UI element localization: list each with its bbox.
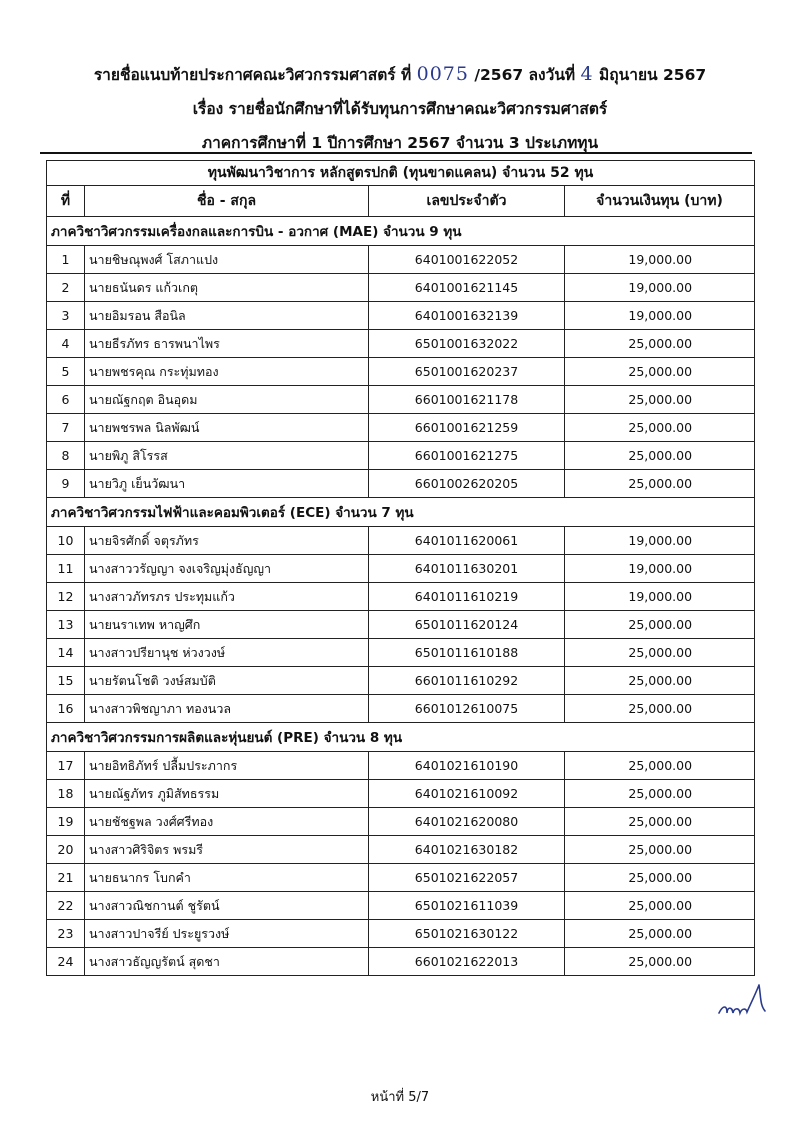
- student-name: นายพิภู สิโรรส: [85, 442, 369, 470]
- scholarship-amount: 19,000.00: [565, 302, 755, 330]
- student-id: 6401021610190: [369, 752, 565, 780]
- row-number: 13: [47, 611, 85, 639]
- table-row: [47, 836, 755, 864]
- page-number: หน้าที่ 5/7: [370, 1090, 430, 1105]
- scholarship-amount: 25,000.00: [565, 864, 755, 892]
- row-number: 16: [47, 695, 85, 723]
- header-line-1-suffix: มิถุนายน 2567: [593, 66, 707, 84]
- student-name: นายรัตนโชติ วงษ์สมบัติ: [85, 667, 369, 695]
- student-id: 6401021630182: [369, 836, 565, 864]
- scholarship-amount: 25,000.00: [565, 611, 755, 639]
- student-name: นางสาวณิชกานต์ ชูรัตน์: [85, 892, 369, 920]
- student-name: นางสาวพิชญาภา ทองนวล: [85, 695, 369, 723]
- student-name: นายธนันดร แก้วเกตุ: [85, 274, 369, 302]
- scholarship-table-body: [47, 161, 755, 976]
- department-row: [47, 217, 755, 246]
- row-number: 10: [47, 527, 85, 555]
- column-header-amount: จำนวนเงินทุน (บาท): [565, 186, 755, 217]
- row-number: 14: [47, 639, 85, 667]
- table-row: [47, 695, 755, 723]
- student-id: 6601001621178: [369, 386, 565, 414]
- table-row: [47, 808, 755, 836]
- student-id: 6501011620124: [369, 611, 565, 639]
- student-name: นางสาวภัทรภร ประทุมแก้ว: [85, 583, 369, 611]
- scholarship-amount: 25,000.00: [565, 414, 755, 442]
- handwritten-initials-signature: [715, 975, 775, 1025]
- row-number: 8: [47, 442, 85, 470]
- student-id: 6401001622052: [369, 246, 565, 274]
- row-number: 2: [47, 274, 85, 302]
- student-id: 6501001632022: [369, 330, 565, 358]
- header-term: ภาคการศึกษาที่ 1 ปีการศึกษา 2567 จำนวน 3 ประเภททุน: [201, 134, 599, 152]
- student-id: 6501011610188: [369, 639, 565, 667]
- row-number: 4: [47, 330, 85, 358]
- scholarship-amount: 25,000.00: [565, 667, 755, 695]
- student-name: นายนราเทพ หาญศึก: [85, 611, 369, 639]
- student-name: นายพชรพล นิลพัฒน์: [85, 414, 369, 442]
- student-id: 6601021622013: [369, 948, 565, 976]
- row-number: 23: [47, 920, 85, 948]
- table-row: [47, 274, 755, 302]
- header-subject: เรื่อง รายชื่อนักศึกษาที่ได้รับทุนการศึกษาคณะวิศวกรรมศาสตร์: [192, 100, 608, 118]
- table-row: [47, 864, 755, 892]
- table-row: [47, 583, 755, 611]
- row-number: 18: [47, 780, 85, 808]
- student-name: นายอิมรอน สือนิล: [85, 302, 369, 330]
- table-row: [47, 358, 755, 386]
- table-row: [47, 527, 755, 555]
- student-id: 6601002620205: [369, 470, 565, 498]
- table-row: [47, 386, 755, 414]
- row-number: 24: [47, 948, 85, 976]
- handwritten-day: 4: [580, 63, 594, 85]
- row-number: 20: [47, 836, 85, 864]
- row-number: 22: [47, 892, 85, 920]
- row-number: 11: [47, 555, 85, 583]
- student-name: นางสาวปาจรีย์ ประยูรวงษ์: [85, 920, 369, 948]
- scholarship-amount: 25,000.00: [565, 442, 755, 470]
- scholarship-amount: 25,000.00: [565, 836, 755, 864]
- column-header-student-id: เลขประจำตัว: [369, 186, 565, 217]
- table-row: [47, 752, 755, 780]
- student-id: 6401021610092: [369, 780, 565, 808]
- student-id: 6601001621259: [369, 414, 565, 442]
- scholarship-amount: 25,000.00: [565, 948, 755, 976]
- table-row: [47, 555, 755, 583]
- student-id: 6401011630201: [369, 555, 565, 583]
- scholarship-amount: 25,000.00: [565, 330, 755, 358]
- student-id: 6501021630122: [369, 920, 565, 948]
- column-header-name: ชื่อ - สกุล: [85, 186, 369, 217]
- student-id: 6501021622057: [369, 864, 565, 892]
- student-id: 6601011610292: [369, 667, 565, 695]
- table-row: [47, 330, 755, 358]
- table-row: [47, 611, 755, 639]
- student-id: 6401011610219: [369, 583, 565, 611]
- row-number: 3: [47, 302, 85, 330]
- scholarship-amount: 25,000.00: [565, 695, 755, 723]
- scholarship-amount: 25,000.00: [565, 780, 755, 808]
- department-title: ภาควิชาวิศวกรรมไฟฟ้าและคอมพิวเตอร์ (ECE) จำนวน 7 ทุน: [47, 498, 755, 527]
- table-header-row: [47, 186, 755, 217]
- table-row: [47, 470, 755, 498]
- student-name: นายอิทธิภัทร์ ปลื้มประภากร: [85, 752, 369, 780]
- scholarship-amount: 25,000.00: [565, 639, 755, 667]
- table-row: [47, 948, 755, 976]
- row-number: 1: [47, 246, 85, 274]
- scholarship-amount: 25,000.00: [565, 920, 755, 948]
- table-banner-row: [47, 161, 755, 186]
- table-row: [47, 780, 755, 808]
- scholarship-table: [46, 160, 755, 976]
- student-id: 6501021611039: [369, 892, 565, 920]
- row-number: 12: [47, 583, 85, 611]
- student-name: นายธีรภัทร ธารพนาไพร: [85, 330, 369, 358]
- table-row: [47, 442, 755, 470]
- scholarship-amount: 25,000.00: [565, 752, 755, 780]
- student-id: 6601001621275: [369, 442, 565, 470]
- scholarship-amount: 19,000.00: [565, 527, 755, 555]
- header-divider: [40, 152, 752, 154]
- student-id: 6501001620237: [369, 358, 565, 386]
- table-row: [47, 892, 755, 920]
- header-line-1-prefix: รายชื่อแนบท้ายประกาศคณะวิศวกรรมศาสตร์ ที่: [93, 66, 417, 84]
- student-name: นายณัฐภัทร ภูมิสัทธรรม: [85, 780, 369, 808]
- row-number: 17: [47, 752, 85, 780]
- scholarship-amount: 19,000.00: [565, 274, 755, 302]
- student-name: นางสาววรัญญา จงเจริญมุ่งธัญญา: [85, 555, 369, 583]
- student-name: นางสาวศิริจิตร พรมรี: [85, 836, 369, 864]
- table-row: [47, 639, 755, 667]
- student-name: นายจิรศักดิ์ จตุรภัทร: [85, 527, 369, 555]
- scholarship-amount: 25,000.00: [565, 808, 755, 836]
- student-name: นางสาวธัญญรัตน์ สุดชา: [85, 948, 369, 976]
- scholarship-amount: 25,000.00: [565, 892, 755, 920]
- scholarship-amount: 25,000.00: [565, 470, 755, 498]
- scholarship-amount: 25,000.00: [565, 386, 755, 414]
- department-row: [47, 498, 755, 527]
- student-name: นางสาวปรียานุช ห่วงวงษ์: [85, 639, 369, 667]
- scholarship-amount: 19,000.00: [565, 555, 755, 583]
- student-id: 6601012610075: [369, 695, 565, 723]
- student-id: 6401001632139: [369, 302, 565, 330]
- row-number: 9: [47, 470, 85, 498]
- table-row: [47, 920, 755, 948]
- department-title: ภาควิชาวิศวกรรมการผลิตและหุ่นยนต์ (PRE) จำนวน 8 ทุน: [47, 723, 755, 752]
- scholarship-amount: 19,000.00: [565, 583, 755, 611]
- header-line-1-mid: /2567 ลงวันที่: [468, 66, 581, 84]
- department-title: ภาควิชาวิศวกรรมเครื่องกลและการบิน - อวกาศ (MAE) จำนวน 9 ทุน: [47, 217, 755, 246]
- student-name: นายชิษณุพงศ์ โสภาแปง: [85, 246, 369, 274]
- scholarship-amount: 25,000.00: [565, 358, 755, 386]
- student-name: นายวิภู เย็นวัฒนา: [85, 470, 369, 498]
- table-row: [47, 414, 755, 442]
- column-header-no: ที่: [47, 186, 85, 217]
- student-id: 6401021620080: [369, 808, 565, 836]
- table-row: [47, 667, 755, 695]
- student-name: นายณัฐกฤต อินอุดม: [85, 386, 369, 414]
- table-row: [47, 302, 755, 330]
- row-number: 5: [47, 358, 85, 386]
- row-number: 15: [47, 667, 85, 695]
- scholarship-amount: 19,000.00: [565, 246, 755, 274]
- table-row: [47, 246, 755, 274]
- row-number: 7: [47, 414, 85, 442]
- student-id: 6401001621145: [369, 274, 565, 302]
- student-name: นายธนากร โบกคำ: [85, 864, 369, 892]
- student-name: นายชัชฐพล วงศ์ศรีทอง: [85, 808, 369, 836]
- handwritten-announcement-number: 0075: [416, 63, 469, 85]
- table-banner: ทุนพัฒนาวิชาการ หลักสูตรปกติ (ทุนขาดแคลน) จำนวน 52 ทุน: [47, 161, 755, 186]
- department-row: [47, 723, 755, 752]
- row-number: 6: [47, 386, 85, 414]
- row-number: 19: [47, 808, 85, 836]
- student-id: 6401011620061: [369, 527, 565, 555]
- student-name: นายพชรคุณ กระทุ่มทอง: [85, 358, 369, 386]
- row-number: 21: [47, 864, 85, 892]
- header-line-1: [0, 62, 800, 87]
